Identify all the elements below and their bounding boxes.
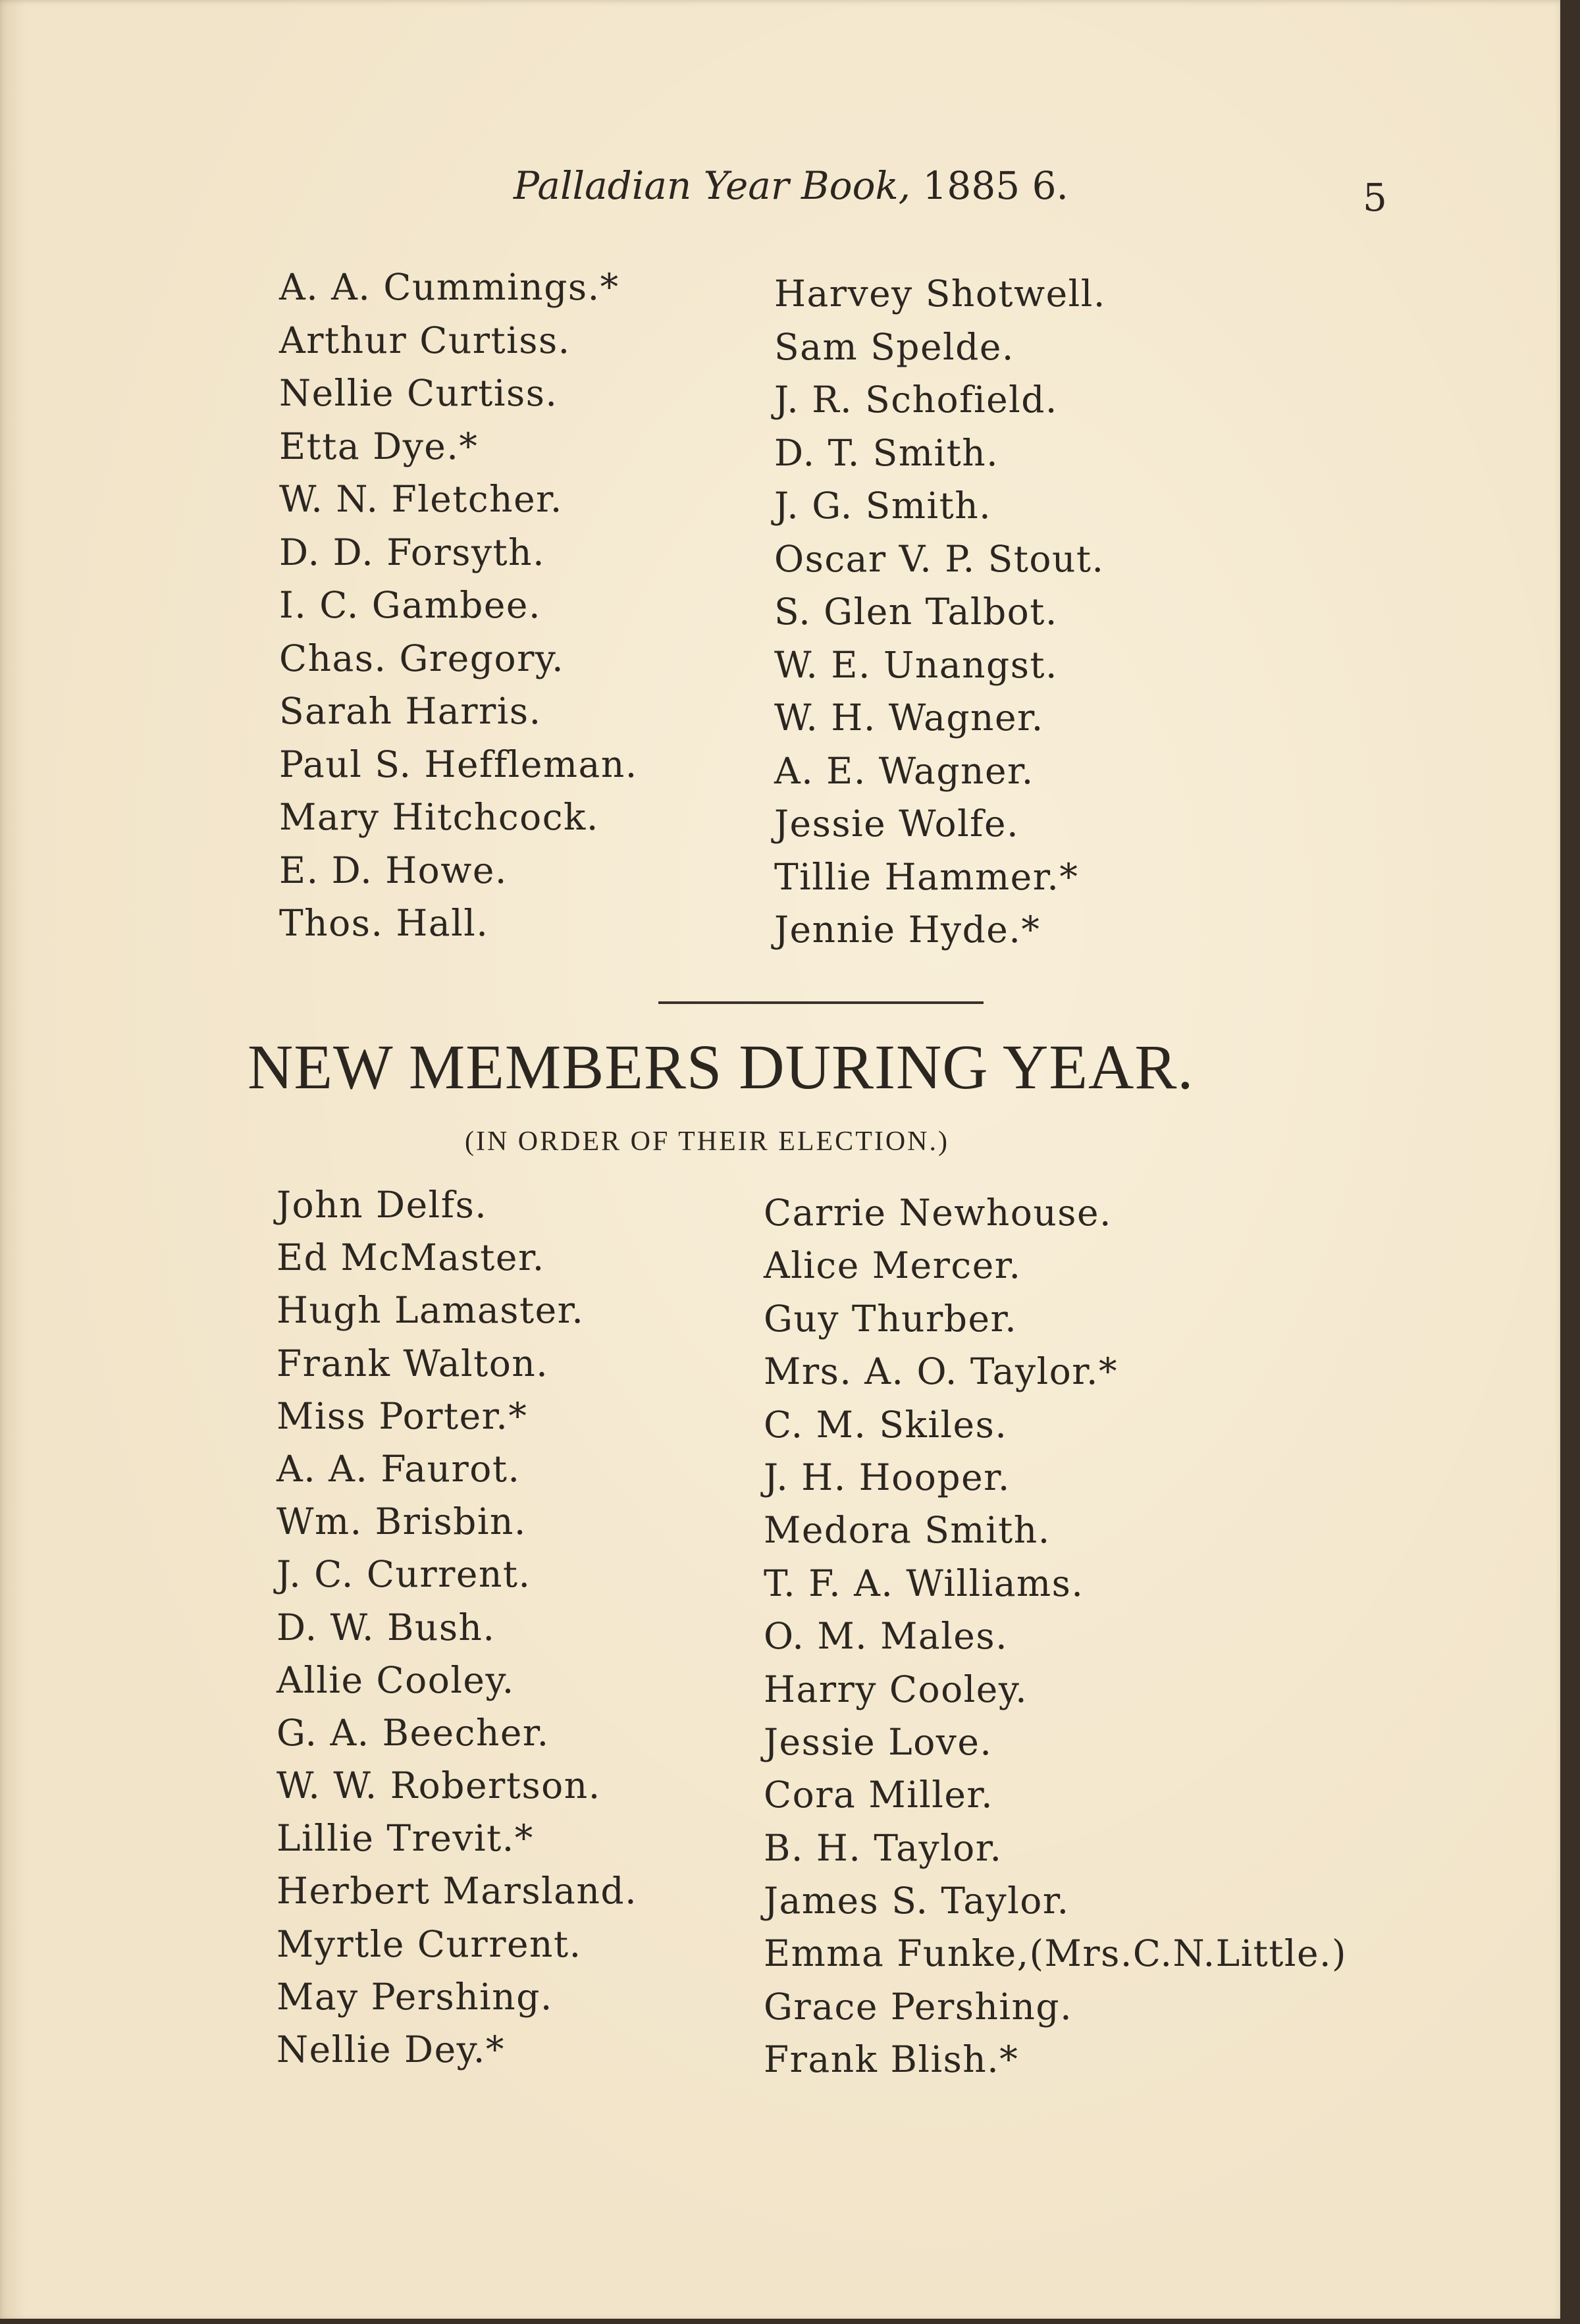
member-name: W. E. Unangst. xyxy=(774,643,1059,686)
member-name: S. Glen Talbot. xyxy=(774,591,1058,633)
member-name: Arthur Curtiss. xyxy=(279,319,571,361)
running-header-title: Palladian Year Book, xyxy=(514,163,911,208)
member-name: J. C. Current. xyxy=(276,1553,531,1596)
member-name: Grace Pershing. xyxy=(764,1985,1073,2028)
member-name: Etta Dye.* xyxy=(279,425,479,467)
member-name: D. W. Bush. xyxy=(276,1606,496,1649)
running-header-year: 1885 6. xyxy=(910,163,1068,208)
member-name: Allie Cooley. xyxy=(276,1658,515,1701)
new-members-subheading: (IN ORDER OF THEIR ELECTION.) xyxy=(465,1126,949,1157)
member-name: Harry Cooley. xyxy=(764,1668,1028,1710)
member-name: Tillie Hammer.* xyxy=(774,855,1079,898)
member-name: Frank Blish.* xyxy=(764,2038,1019,2081)
member-name: W. H. Wagner. xyxy=(774,697,1044,739)
member-name: May Pershing. xyxy=(276,1975,553,2018)
member-name: Sarah Harris. xyxy=(279,690,542,732)
member-name: Alice Mercer. xyxy=(764,1244,1022,1287)
member-name: Carrie Newhouse. xyxy=(764,1192,1113,1234)
member-name: Ed McMaster. xyxy=(276,1236,545,1279)
member-name: Mary Hitchcock. xyxy=(279,796,599,838)
member-name: A. A. Cummings.* xyxy=(279,266,619,308)
member-name: Nellie Dey.* xyxy=(276,2028,505,2071)
member-name: T. F. A. Williams. xyxy=(764,1562,1084,1604)
member-name: Jennie Hyde.* xyxy=(774,909,1041,951)
member-name: Sam Spelde. xyxy=(774,325,1014,368)
member-name: James S. Taylor. xyxy=(764,1880,1070,1922)
member-name: Jessie Love. xyxy=(764,1720,993,1763)
page-edge-shadow xyxy=(1560,0,1580,2324)
member-name: Miss Porter.* xyxy=(276,1394,528,1437)
member-name: Jessie Wolfe. xyxy=(774,803,1020,845)
page-number: 5 xyxy=(1363,175,1387,220)
member-name: John Delfs. xyxy=(276,1184,488,1226)
member-name: Wm. Brisbin. xyxy=(276,1500,527,1543)
member-name: I. C. Gambee. xyxy=(279,584,541,626)
running-header xyxy=(514,163,1068,208)
member-name: Nellie Curtiss. xyxy=(279,372,558,414)
member-name: Mrs. A. O. Taylor.* xyxy=(764,1350,1119,1393)
member-name: D. D. Forsyth. xyxy=(279,531,546,573)
new-members-right-column xyxy=(764,1186,1347,2086)
new-members-left-column xyxy=(276,1178,637,2076)
member-name: Cora Miller. xyxy=(764,1774,994,1816)
member-name: Paul S. Heffleman. xyxy=(279,743,638,785)
page-edge-bottom xyxy=(0,2319,1580,2324)
section-divider xyxy=(658,1001,984,1004)
member-name: Lillie Trevit.* xyxy=(276,1817,534,1860)
member-name: Medora Smith. xyxy=(764,1509,1051,1552)
member-name: C. M. Skiles. xyxy=(764,1403,1008,1446)
members-right-column xyxy=(774,267,1106,957)
member-name: G. A. Beecher. xyxy=(276,1711,550,1754)
member-name: O. M. Males. xyxy=(764,1615,1009,1658)
member-name: Hugh Lamaster. xyxy=(276,1289,585,1332)
member-name: A. E. Wagner. xyxy=(774,749,1034,792)
member-name: Myrtle Current. xyxy=(276,1922,582,1965)
member-name: A. A. Faurot. xyxy=(276,1447,521,1490)
member-name: Guy Thurber. xyxy=(764,1297,1018,1340)
member-name: J. R. Schofield. xyxy=(774,379,1058,421)
member-name: D. T. Smith. xyxy=(774,431,999,474)
member-name: Oscar V. P. Stout. xyxy=(774,537,1105,580)
member-name: B. H. Taylor. xyxy=(764,1826,1003,1869)
member-name: W. N. Fletcher. xyxy=(279,478,563,520)
member-name: Herbert Marsland. xyxy=(276,1870,638,1913)
member-name: Thos. Hall. xyxy=(279,902,489,944)
member-name: Chas. Gregory. xyxy=(279,637,565,679)
member-name: E. D. Howe. xyxy=(279,849,508,891)
member-name: Frank Walton. xyxy=(276,1342,549,1385)
member-name: W. W. Robertson. xyxy=(276,1764,601,1807)
member-name: J. G. Smith. xyxy=(774,485,992,527)
member-name: J. H. Hooper. xyxy=(764,1456,1011,1498)
members-left-column xyxy=(279,261,638,950)
new-members-heading: NEW MEMBERS DURING YEAR. xyxy=(248,1032,1194,1102)
member-name: Emma Funke,(Mrs.C.N.Little.) xyxy=(764,1932,1347,1975)
member-name: Harvey Shotwell. xyxy=(774,273,1106,315)
